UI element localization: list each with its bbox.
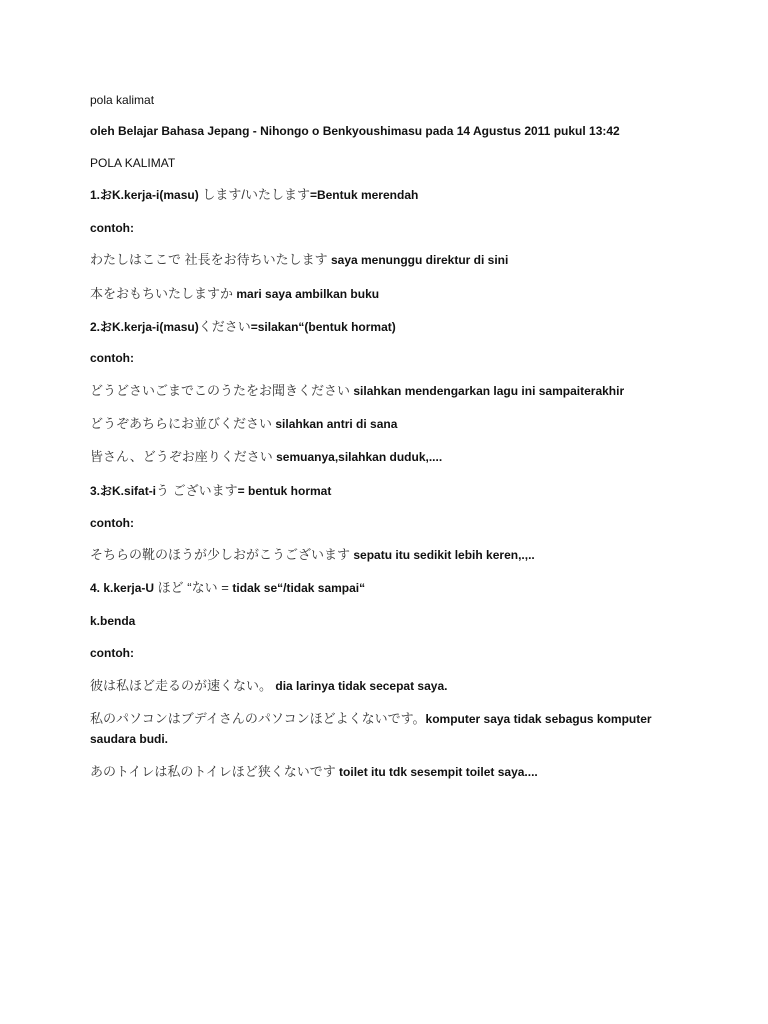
- contoh-label-1: contoh:: [90, 221, 134, 235]
- example-2: [90, 284, 690, 304]
- pattern-1-form: K.kerja-i(masu): [112, 188, 199, 202]
- pattern-2-form: K.kerja-i(masu): [112, 320, 199, 334]
- pattern-4-meaning: tidak se“/tidak sampai“: [232, 581, 366, 595]
- pattern-3: [90, 481, 690, 501]
- example-4-translation: silahkan antri di sana: [275, 417, 398, 431]
- pattern-1-meaning: =Bentuk merendah: [309, 188, 419, 202]
- example-4: [90, 414, 690, 434]
- pattern-4-form: 4. k.kerja-U: [90, 581, 155, 595]
- pattern-1-number: 1.お: [90, 188, 113, 202]
- example-6-japanese: そちらの靴のほうが少しおがこうございます: [90, 547, 351, 562]
- example-1-translation: saya menunggu direktur di sini: [330, 253, 509, 267]
- example-8: [90, 709, 690, 749]
- pattern-2-japanese: ください: [198, 319, 251, 334]
- k-benda-label: k.benda: [90, 614, 136, 628]
- pattern-4: [90, 578, 690, 598]
- example-5: [90, 447, 690, 467]
- doc-heading: POLA KALIMAT: [90, 156, 176, 170]
- example-9-translation: toilet itu tdk sesempit toilet saya....: [339, 765, 538, 779]
- pattern-3-form: K.sifat-i: [112, 484, 157, 498]
- example-3-translation: silahkan mendengarkan lagu ini sampaiterakhir: [353, 384, 625, 398]
- doc-title: pola kalimat: [90, 93, 155, 107]
- example-8-translation: komputer saya tidak sebagus komputer saudara budi.: [90, 712, 652, 746]
- example-8-japanese: 私のパソコンはブデイさんのパソコンほどよくないです。: [90, 711, 426, 726]
- example-2-translation: mari saya ambilkan buku: [236, 287, 380, 301]
- example-3: [90, 381, 690, 401]
- contoh-label-3: contoh:: [90, 516, 134, 530]
- pattern-2-number: 2.お: [90, 320, 113, 334]
- pattern-2-meaning: =silakan“(bentuk hormat): [250, 320, 396, 334]
- example-5-japanese: 皆さん、どうぞお座りください: [90, 449, 273, 464]
- example-9: [90, 762, 690, 782]
- example-3-japanese: どうどさいごまでこのうたをお聞きください: [90, 383, 351, 398]
- example-6-translation: sepatu itu sedikit lebih keren,.,..: [353, 548, 535, 562]
- pattern-1-japanese: します/いたします: [198, 187, 310, 202]
- example-1-japanese: わたしはここで 社長をお待ちいたします: [90, 252, 328, 267]
- example-1: [90, 250, 690, 270]
- pattern-2: [90, 317, 690, 337]
- contoh-label-4: contoh:: [90, 646, 134, 660]
- pattern-3-japanese: う ございます: [156, 483, 238, 498]
- pattern-1: [90, 185, 690, 205]
- pattern-4-japanese: ほど “ない =: [154, 580, 233, 595]
- example-7: [90, 676, 690, 696]
- doc-meta: oleh Belajar Bahasa Jepang - Nihongo o Benkyoushimasu pada 14 Agustus 2011 pukul 13:42: [90, 124, 620, 138]
- contoh-label-2: contoh:: [90, 351, 134, 365]
- example-6: [90, 545, 690, 565]
- example-7-translation: dia larinya tidak secepat saya.: [275, 679, 448, 693]
- example-7-japanese: 彼は私ほど走るのが速くない。: [90, 678, 273, 693]
- example-9-japanese: あのトイレは私のトイレほど狭くないです: [90, 764, 336, 779]
- example-5-translation: semuanya,silahkan duduk,....: [276, 450, 443, 464]
- example-2-japanese: 本をおもちいたしますか: [90, 286, 234, 301]
- example-4-japanese: どうぞあちらにお並びください: [90, 416, 273, 431]
- pattern-3-meaning: = bentuk hormat: [237, 484, 332, 498]
- pattern-3-number: 3.お: [90, 484, 113, 498]
